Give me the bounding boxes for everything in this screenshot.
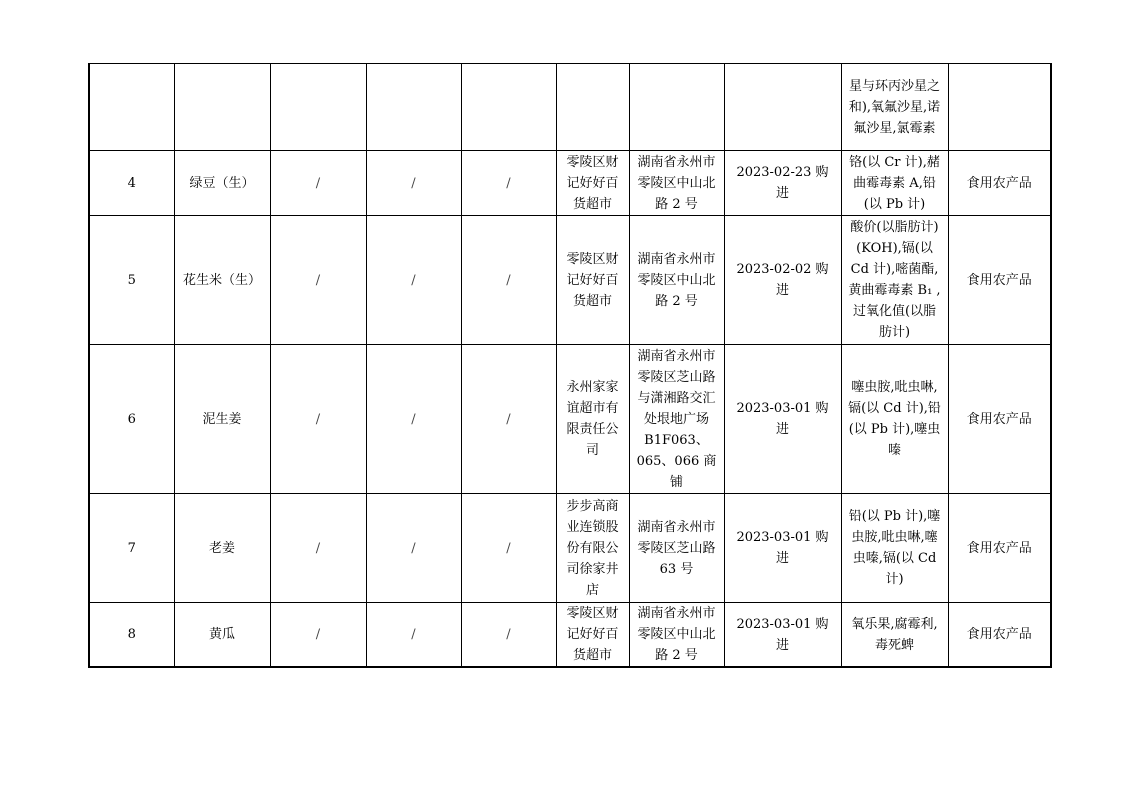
cell-c3: /	[270, 345, 366, 494]
cell-c4: /	[366, 216, 461, 345]
cell-address: 湖南省永州市零陵区芝山路与潇湘路交汇处垠地广场 B1F063、065、066 商铺	[629, 345, 724, 494]
cell-seller: 零陵区财记好好百货超市	[556, 216, 629, 345]
cell-index	[89, 64, 174, 151]
cell-c4	[366, 64, 461, 151]
cell-c5	[461, 64, 556, 151]
cell-date: 2023-02-23 购进	[724, 151, 841, 216]
cell-date	[724, 64, 841, 151]
cell-date: 2023-03-01 购进	[724, 603, 841, 668]
cell-items: 铬(以 Cr 计),赭曲霉毒素 A,铅(以 Pb 计)	[841, 151, 948, 216]
cell-seller: 永州家家谊超市有限责任公司	[556, 345, 629, 494]
cell-c4: /	[366, 603, 461, 668]
cell-items: 星与环丙沙星之和),氧氟沙星,诺氟沙星,氯霉素	[841, 64, 948, 151]
cell-c3: /	[270, 216, 366, 345]
cell-category	[948, 64, 1051, 151]
cell-c5: /	[461, 603, 556, 668]
cell-items: 铅(以 Pb 计),噻虫胺,吡虫啉,噻虫嗪,镉(以 Cd 计)	[841, 494, 948, 603]
table-row	[89, 64, 1051, 151]
table-row	[89, 494, 1051, 603]
cell-address: 湖南省永州市零陵区芝山路 63 号	[629, 494, 724, 603]
cell-seller	[556, 64, 629, 151]
cell-date: 2023-03-01 购进	[724, 494, 841, 603]
cell-c3	[270, 64, 366, 151]
cell-c3: /	[270, 494, 366, 603]
table-row	[89, 345, 1051, 494]
cell-index: 6	[89, 345, 174, 494]
cell-category: 食用农产品	[948, 345, 1051, 494]
cell-category: 食用农产品	[948, 494, 1051, 603]
cell-c4: /	[366, 494, 461, 603]
cell-date: 2023-02-02 购进	[724, 216, 841, 345]
cell-seller: 步步高商业连锁股份有限公司徐家井店	[556, 494, 629, 603]
cell-name	[174, 64, 270, 151]
cell-index: 5	[89, 216, 174, 345]
cell-name: 花生米（生）	[174, 216, 270, 345]
cell-name: 泥生姜	[174, 345, 270, 494]
cell-name: 老姜	[174, 494, 270, 603]
cell-c4: /	[366, 151, 461, 216]
cell-index: 7	[89, 494, 174, 603]
cell-date: 2023-03-01 购进	[724, 345, 841, 494]
cell-index: 8	[89, 603, 174, 668]
cell-seller: 零陵区财记好好百货超市	[556, 151, 629, 216]
table-row	[89, 151, 1051, 216]
cell-name: 绿豆（生）	[174, 151, 270, 216]
cell-c5: /	[461, 345, 556, 494]
cell-address: 湖南省永州市零陵区中山北路 2 号	[629, 603, 724, 668]
cell-items: 氧乐果,腐霉利,毒死蜱	[841, 603, 948, 668]
cell-name: 黄瓜	[174, 603, 270, 668]
cell-category: 食用农产品	[948, 603, 1051, 668]
cell-index: 4	[89, 151, 174, 216]
cell-c4: /	[366, 345, 461, 494]
cell-category: 食用农产品	[948, 216, 1051, 345]
cell-c3: /	[270, 151, 366, 216]
inspection-table	[88, 63, 1052, 668]
cell-c5: /	[461, 151, 556, 216]
cell-items: 酸价(以脂肪计)(KOH),镉(以 Cd 计),嘧菌酯,黄曲霉毒素 B₁ ,过氧化值(以脂肪计)	[841, 216, 948, 345]
cell-c5: /	[461, 494, 556, 603]
cell-address	[629, 64, 724, 151]
cell-seller: 零陵区财记好好百货超市	[556, 603, 629, 668]
cell-items: 噻虫胺,吡虫啉,镉(以 Cd 计),铅(以 Pb 计),噻虫嗪	[841, 345, 948, 494]
table-row	[89, 216, 1051, 345]
cell-address: 湖南省永州市零陵区中山北路 2 号	[629, 216, 724, 345]
cell-c3: /	[270, 603, 366, 668]
cell-category: 食用农产品	[948, 151, 1051, 216]
cell-c5: /	[461, 216, 556, 345]
table-row	[89, 603, 1051, 668]
cell-address: 湖南省永州市零陵区中山北路 2 号	[629, 151, 724, 216]
